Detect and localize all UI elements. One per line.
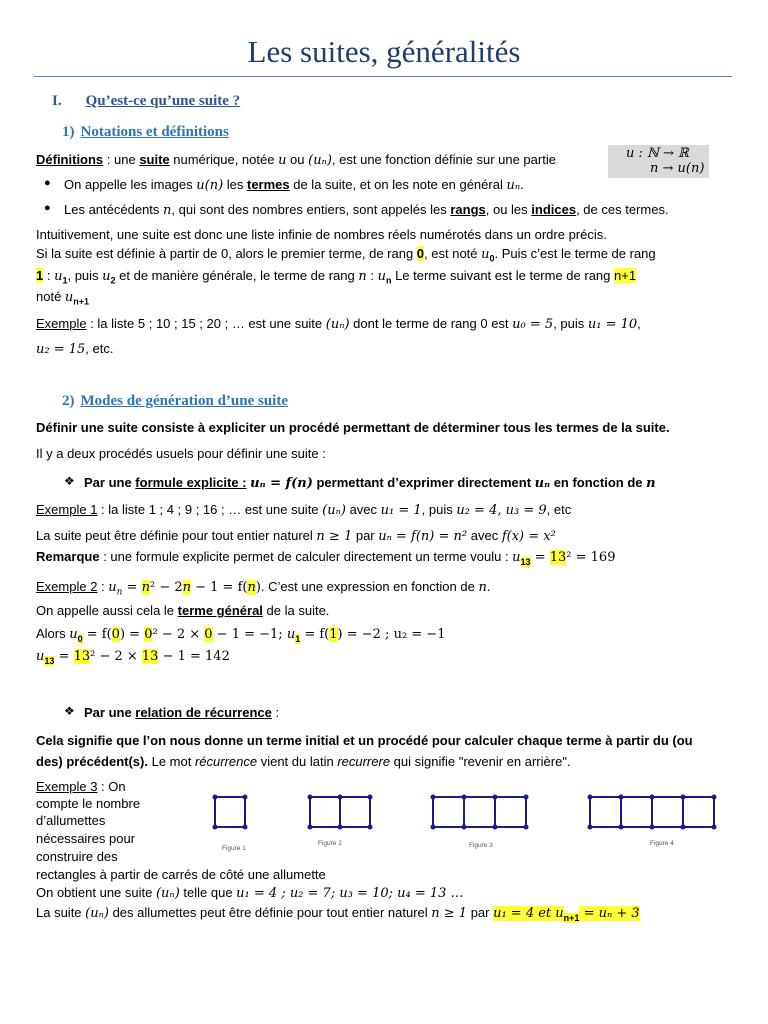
mode-recurrence: Par une relation de récurrence : <box>84 705 280 720</box>
paragraph-recurrence-1: Cela signifie que l’on nous donne un terme initial et un procédé pour calculer chaque terme à partir du (ou <box>36 733 693 748</box>
example-3-text: construire des <box>36 849 118 864</box>
paragraph-recurrence-2: des) précédent(s). Le mot récurrence vient du latin recurrere qui signifie "revenir en arrière". <box>36 754 571 769</box>
paragraph-definir: Définir une suite consiste à expliciter un procédé permettant de déterminer tous les termes de la suite. <box>36 420 670 435</box>
bullet-termes: On appelle les images u(n) les termes de la suite, et on les note en général uₙ. <box>64 177 524 193</box>
example-1-line2: La suite peut être définie pour tout entier naturel n ≥ 1 par uₙ = f(n) = n² avec f(x) = x² <box>36 528 556 544</box>
figure-1-squares <box>210 792 250 832</box>
definition-line: Définitions : une suite numérique, notée u ou (uₙ), est une fonction définie sur une partie <box>36 152 556 168</box>
paragraph-terme-general: On appelle aussi cela le terme général de la suite. <box>36 603 330 618</box>
figure-label: Figure 1 <box>222 845 246 852</box>
diamond-bullet-icon: ❖ <box>64 704 75 718</box>
paragraph-note: noté $u_{n+1}$ <box>36 289 90 307</box>
paragraph-deux-procedes: Il y a deux procédés usuels pour définir une suite : <box>36 446 326 461</box>
figure-label: Figure 2 <box>318 840 342 847</box>
example-3-text: nécessaires pour <box>36 831 135 846</box>
bullet-icon: ● <box>44 202 51 214</box>
diamond-bullet-icon: ❖ <box>64 474 75 488</box>
paragraph-rang-1: 1 : $u_1$, puis $u_2$ et de manière générale, le terme de rang n : $u_n$ Le terme suivant est le terme de rang n+1 <box>36 268 637 286</box>
paragraph-intuitivement: Intuitivement, une suite est donc une liste infinie de nombres réels numérotés dans un ordre précis. <box>36 227 607 242</box>
remarque-line: Remarque : une formule explicite permet de calculer directement un terme voulu : $u_{13} = 13^2 = 169$ <box>36 549 616 567</box>
figure-2-squares <box>305 792 375 832</box>
example-0-line2: u₂ = 15, etc. <box>36 341 114 357</box>
figure-label: Figure 3 <box>469 842 493 849</box>
example-3-text: compte le nombre <box>36 796 141 811</box>
example-3-text: rectangles à partir de carrés de côté une allumette <box>36 867 326 882</box>
alors-line: Alors $u_0 = f(0) = 0^2 - 2 \times 0 - 1 = -1$; $u_1 = f(1) = -2$ ; u₂ = −1 <box>36 626 446 644</box>
u13-line: $u_{13} = 13^2 - 2 \times 13 - 1 = 142$ <box>36 649 230 666</box>
figure-4-squares <box>585 792 721 832</box>
example-0-line1: Exemple : la liste 5 ; 10 ; 15 ; 20 ; … est une suite (uₙ) dont le terme de rang 0 est u₀ = 5, puis u₁ = 10, <box>36 316 641 332</box>
mode-formule-explicite: Par une formule explicite : uₙ = f(n) permettant d’exprimer directement uₙ en fonction de n <box>84 475 656 491</box>
example-3-text: Exemple 3 : On <box>36 779 126 794</box>
example-2-line: Exemple 2 : $u_n = n^2 - 2n - 1 = f(n)$. C’est une expression en fonction de n. <box>36 579 491 598</box>
paragraph-rang-0: Si la suite est définie à partir de 0, alors le premier terme, de rang 0, est noté $u_0$. Puis c’est le terme de rang <box>36 246 656 264</box>
paragraph-recurrence-def: La suite (uₙ) des allumettes peut être définie pour tout entier naturel n ≥ 1 par u₁ = 4 et $u_{n+1} = u_n + 3$ <box>36 905 640 923</box>
bullet-rangs: Les antécédents n, qui sont des nombres entiers, sont appelés les rangs, ou les indices, de ces termes. <box>64 202 669 218</box>
figure-3-squares <box>428 792 532 832</box>
example-1-line1: Exemple 1 : la liste 1 ; 4 ; 9 ; 16 ; … est une suite (uₙ) avec u₁ = 1, puis u₂ = 4, u₃ = 9, etc <box>36 502 572 518</box>
bullet-icon: ● <box>44 177 51 189</box>
subsection-heading-2: 2) Modes de génération d’une suite <box>62 393 288 409</box>
example-3-text: d’allumettes <box>36 813 106 828</box>
section-heading-1: I. Qu’est-ce qu’une suite ? <box>52 93 241 109</box>
page-title: Les suites, généralités <box>247 34 521 69</box>
figure-label: Figure 4 <box>650 840 674 847</box>
subsection-heading-1: 1) Notations et définitions <box>62 124 229 140</box>
paragraph-suite-allumettes: On obtient une suite (uₙ) telle que u₁ = 4 ; u₂ = 7; u₃ = 10; u₄ = 13 … <box>36 885 464 901</box>
title-divider <box>34 76 732 77</box>
mapping-box: u : ℕ → ℝ n → u(n) <box>608 145 709 178</box>
